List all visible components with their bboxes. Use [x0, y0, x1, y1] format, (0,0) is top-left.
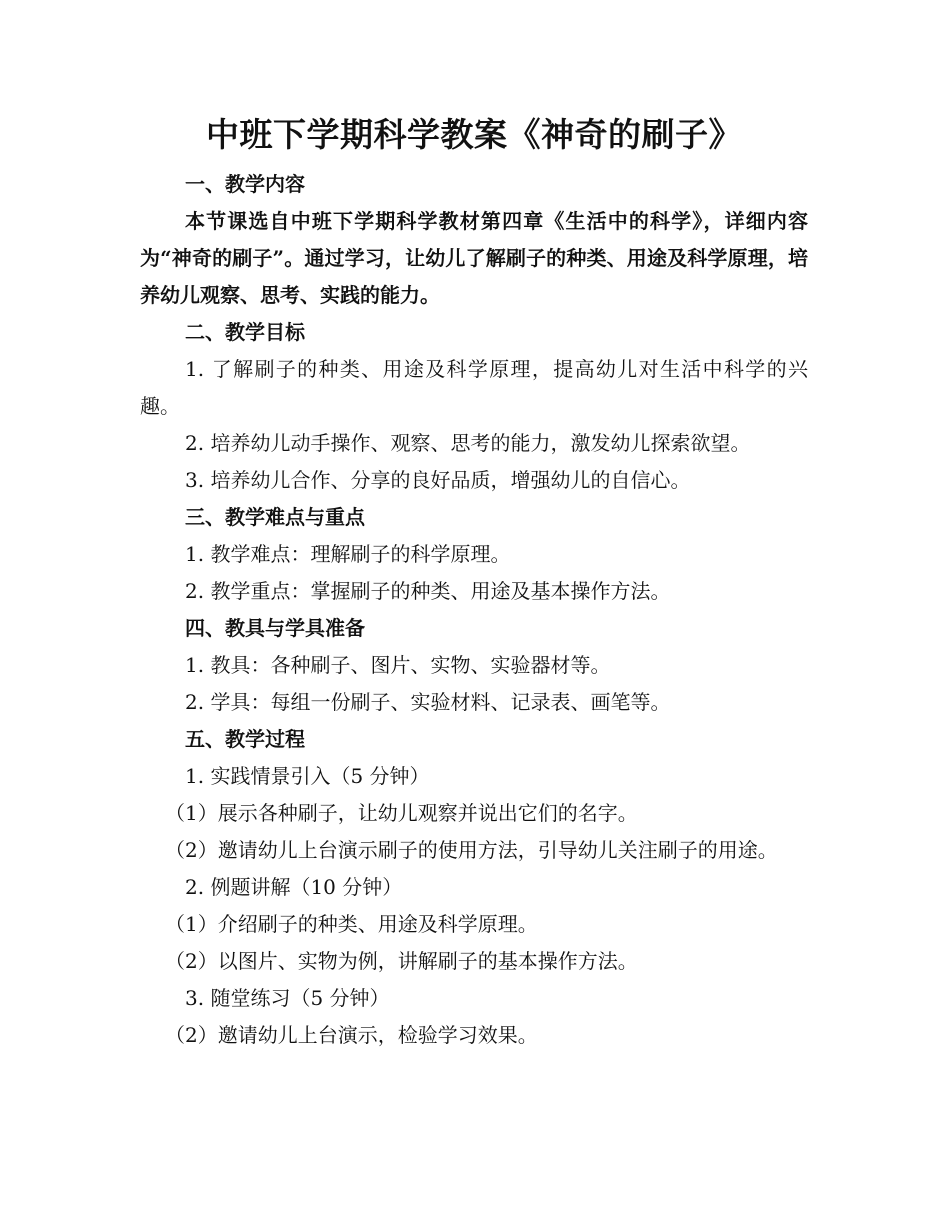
materials-item: 2. 学具：每组一份刷子、实验材料、记录表、画笔等。 — [185, 690, 671, 714]
objective-item: 1. 了解刷子的种类、用途及科学原理，提高幼儿对生活中科学的兴趣。 — [140, 357, 808, 418]
key-point-item: 2. 教学重点：掌握刷子的种类、用途及基本操作方法。 — [185, 579, 671, 603]
objective-item: 2. 培养幼儿动手操作、观察、思考的能力，激发幼儿探索欲望。 — [185, 431, 751, 455]
process-substep: （1）介绍刷子的种类、用途及科学原理。 — [165, 912, 538, 936]
objective-item: 3. 培养幼儿合作、分享的良好品质，增强幼儿的自信心。 — [185, 468, 691, 492]
process-step: 3. 随堂练习（5 分钟） — [185, 986, 390, 1010]
process-substep: （2）邀请幼儿上台演示，检验学习效果。 — [165, 1023, 538, 1047]
document-body — [140, 112, 808, 1054]
key-point-item: 1. 教学难点：理解刷子的科学原理。 — [185, 542, 511, 566]
process-substep: （1）展示各种刷子，让幼儿观察并说出它们的名字。 — [165, 801, 638, 825]
section-heading-content: 一、教学内容 — [185, 172, 305, 196]
process-step: 2. 例题讲解（10 分钟） — [185, 875, 403, 899]
process-substep: （2）邀请幼儿上台演示刷子的使用方法，引导幼儿关注刷子的用途。 — [165, 838, 778, 862]
materials-item: 1. 教具：各种刷子、图片、实物、实验器材等。 — [185, 653, 611, 677]
process-substep: （2）以图片、实物为例，讲解刷子的基本操作方法。 — [165, 949, 638, 973]
content-paragraph: 本节课选自中班下学期科学教材第四章《生活中的科学》，详细内容为“神奇的刷子”。通过学习，让幼儿了解刷子的种类、用途及科学原理，培养幼儿观察、思考、实践的能力。 — [140, 209, 808, 307]
section-heading-objectives: 二、教学目标 — [185, 320, 305, 344]
section-heading-materials: 四、教具与学具准备 — [185, 616, 365, 640]
section-heading-key-points: 三、教学难点与重点 — [185, 505, 365, 529]
process-step: 1. 实践情景引入（5 分钟） — [185, 764, 430, 788]
document-title: 中班下学期科学教案《神奇的刷子》 — [206, 115, 742, 154]
section-heading-process: 五、教学过程 — [185, 727, 305, 751]
